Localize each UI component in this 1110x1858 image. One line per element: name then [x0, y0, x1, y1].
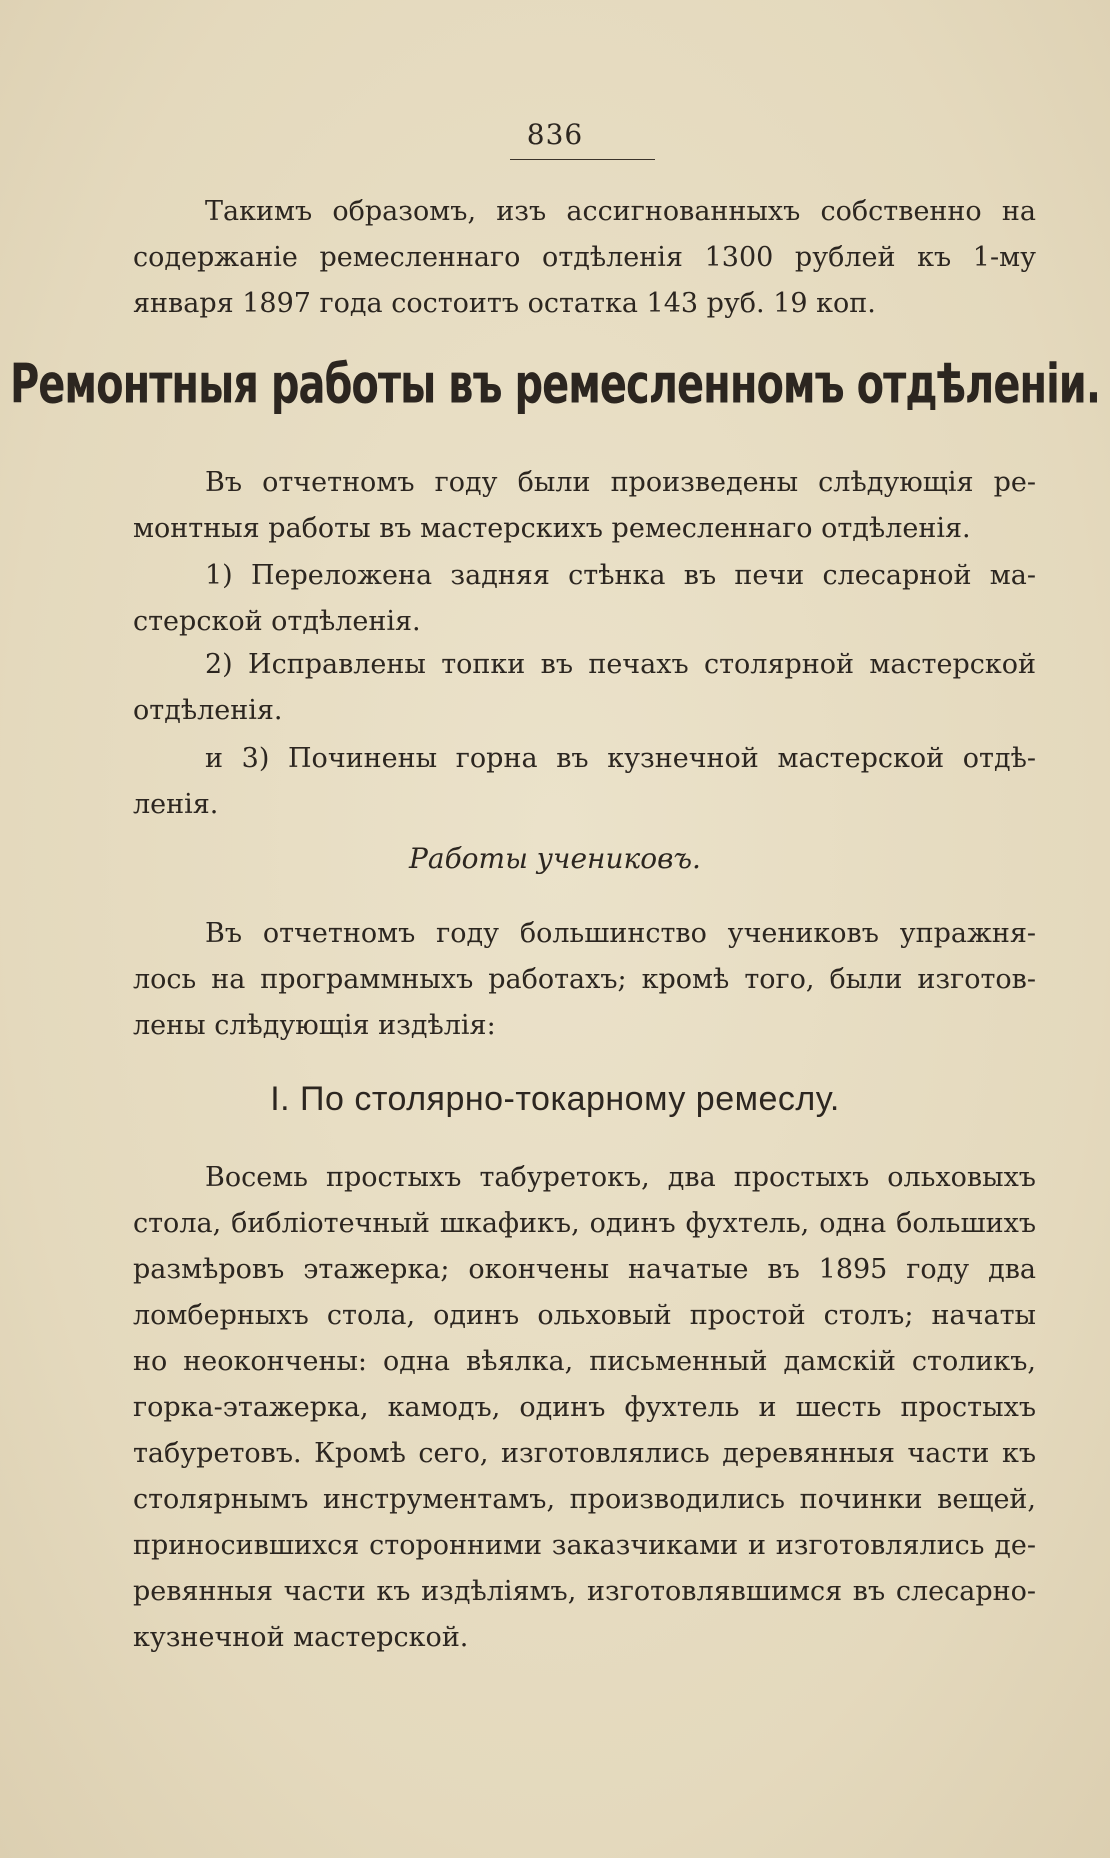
text-line: стерской отдѣленія. — [133, 606, 421, 637]
repair-item-1 — [133, 553, 1036, 645]
repair-item-3 — [133, 736, 1036, 828]
text-line: табуретовъ. Кромѣ сего, изготовлялись деревянныя части къ — [133, 1438, 1036, 1469]
paragraph-carpentry — [133, 1155, 1036, 1661]
heading-students: Работы учениковъ. — [409, 842, 701, 875]
text-line: Въ отчетномъ году были произведены слѣдующія ре- — [205, 467, 1036, 498]
text-line: января 1897 года состоитъ остатка 143 руб. 19 коп. — [133, 288, 876, 319]
text-line: содержаніе ремесленнаго отдѣленія 1300 рублей къ 1-му — [133, 242, 1036, 273]
text-line: отдѣленія. — [133, 695, 283, 726]
text-line: 2) Исправлены топки въ печахъ столярной мастерской — [205, 649, 1036, 680]
text-line: приносившихся сторонними заказчиками и изготовлялись де- — [133, 1530, 1036, 1561]
paragraph-intro — [133, 189, 1036, 327]
repair-item-2 — [133, 642, 1036, 734]
text-line: ломберныхъ стола, одинъ ольховый простой столъ; начаты — [133, 1300, 1036, 1331]
text-line: и 3) Починены горна въ кузнечной мастерской отдѣ- — [205, 743, 1036, 774]
text-line: размѣровъ этажерка; окончены начатые въ 1895 году два — [133, 1254, 1036, 1285]
page-number: 836 — [526, 118, 584, 151]
heading-repairs: Ремонтныя работы въ ремесленномъ отдѣленіи. — [9, 353, 1101, 417]
text-line: стола, библіотечный шкафикъ, одинъ фухтель, одна большихъ — [133, 1208, 1036, 1239]
page-number-rule — [510, 159, 655, 160]
text-line: Такимъ образомъ, изъ ассигнованныхъ собственно на — [205, 196, 1036, 227]
text-line: ленія. — [133, 789, 219, 820]
paragraph-repairs — [133, 460, 1036, 552]
text-line: монтныя работы въ мастерскихъ ремесленнаго отдѣленія. — [133, 513, 971, 544]
paragraph-students — [133, 911, 1036, 1049]
text-line: Восемь простыхъ табуретокъ, два простыхъ ольховыхъ — [205, 1162, 1036, 1193]
heading-carpentry: I. По столярно-токарному ремеслу. — [270, 1080, 840, 1118]
text-line: лось на программныхъ работахъ; кромѣ того, были изготов- — [133, 964, 1036, 995]
text-line: ревянныя части къ издѣліямъ, изготовлявшимся въ слесарно- — [133, 1576, 1036, 1607]
text-line: кузнечной мастерской. — [133, 1622, 469, 1653]
text-line: но неокончены: одна вѣялка, письменный дамскій столикъ, — [133, 1346, 1036, 1377]
text-line: Въ отчетномъ году большинство учениковъ упражня- — [205, 918, 1036, 949]
text-line: горка-этажерка, камодъ, одинъ фухтель и шесть простыхъ — [133, 1392, 1036, 1423]
text-line: 1) Переложена задняя стѣнка въ печи слесарной ма- — [205, 560, 1036, 591]
text-line: столярнымъ инструментамъ, производились починки вещей, — [133, 1484, 1036, 1515]
text-line: лены слѣдующія издѣлія: — [133, 1010, 496, 1041]
